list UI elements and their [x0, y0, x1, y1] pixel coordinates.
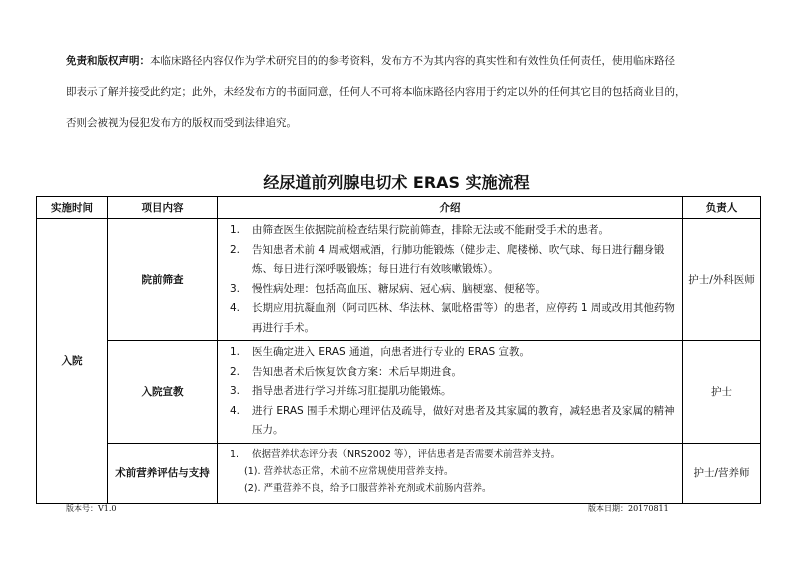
table-row	[37, 443, 761, 503]
header-desc: 介绍	[218, 197, 683, 219]
item-cell: 院前筛查	[108, 219, 218, 341]
list-item: 2. 告知患者术前 4 周戒烟戒酒，行肺功能锻炼（健步走、爬楼梯、吹气球、每日进行翻身锻炼、每日进行深呼吸锻炼；每日进行有效咳嗽锻炼）。	[230, 243, 665, 275]
list-item: 1. 医生确定进入 ERAS 通道，向患者进行专业的 ERAS 宣教。	[230, 346, 531, 358]
owner-cell: 护士	[683, 341, 761, 444]
header-owner: 负责人	[683, 197, 761, 219]
desc-cell	[218, 341, 683, 444]
item-cell: 术前营养评估与支持	[108, 443, 218, 503]
list-item: 3. 指导患者进行学习并练习肛提肌功能锻炼。	[230, 385, 452, 397]
disclaimer-label: 免责和版权声明：	[66, 55, 150, 67]
table-row	[37, 341, 761, 444]
list-item: 4. 进行 ERAS 围手术期心理评估及疏导，做好对患者及其家属的教育，减轻患者及家属的精神压力。	[230, 404, 675, 436]
footer-version: 版本号：V1.0	[66, 504, 117, 513]
owner-cell: 护士/营养师	[683, 443, 761, 503]
table-row	[37, 219, 761, 341]
footer-date: 版本日期：20170811	[588, 504, 669, 513]
disclaimer	[66, 50, 736, 143]
steps-list	[230, 343, 676, 441]
header-time: 实施时间	[37, 197, 108, 219]
table-header-row	[37, 197, 761, 219]
owner-cell: 护士/外科医师	[683, 219, 761, 341]
eras-flow-table	[36, 196, 761, 504]
list-item: 4. 长期应用抗凝血剂（阿司匹林、华法林、氯吡格雷等）的患者，应停药 1 周或改用其他药物再进行手术。	[230, 302, 675, 334]
disclaimer-line-1: 本临床路径内容仅作为学术研究目的的参考资料，发布方不为其内容的真实性和有效性负任何责任，使用临床路径	[150, 55, 675, 67]
sub-item: (1). 营养状态正常，术前不应常规使用营养支持。	[244, 465, 454, 477]
steps-list	[230, 446, 676, 463]
phase-cell: 入院	[37, 219, 108, 504]
list-item: 1. 由筛查医生依据院前检查结果行院前筛查，排除无法或不能耐受手术的患者。	[230, 224, 609, 236]
list-item: 2. 告知患者术后恢复饮食方案：术后早期进食。	[230, 365, 462, 378]
disclaimer-line-2: 即表示了解并接受此约定；此外，未经发布方的书面同意，任何人不可将本临床路径内容用于约定以外的任何其它目的包括商业目的，	[66, 86, 686, 98]
steps-list	[230, 221, 676, 338]
desc-cell	[218, 443, 683, 503]
desc-cell	[218, 219, 683, 341]
page-title: 经尿道前列腺电切术 ERAS 实施流程	[263, 173, 530, 192]
header-item: 项目内容	[108, 197, 218, 219]
disclaimer-line-3: 否则会被视为侵犯发布方的版权而受到法律追究。	[66, 117, 297, 129]
sub-item: (2). 严重营养不良，给予口服营养补充剂或术前肠内营养。	[244, 482, 492, 494]
list-item: 3. 慢性病处理：包括高血压、糖尿病、冠心病、脑梗塞、便秘等。	[230, 282, 546, 295]
list-item: 1. 依据营养状态评分表（NRS2002 等），评估患者是否需要术前营养支持。	[230, 448, 561, 460]
item-cell: 入院宣教	[108, 341, 218, 444]
